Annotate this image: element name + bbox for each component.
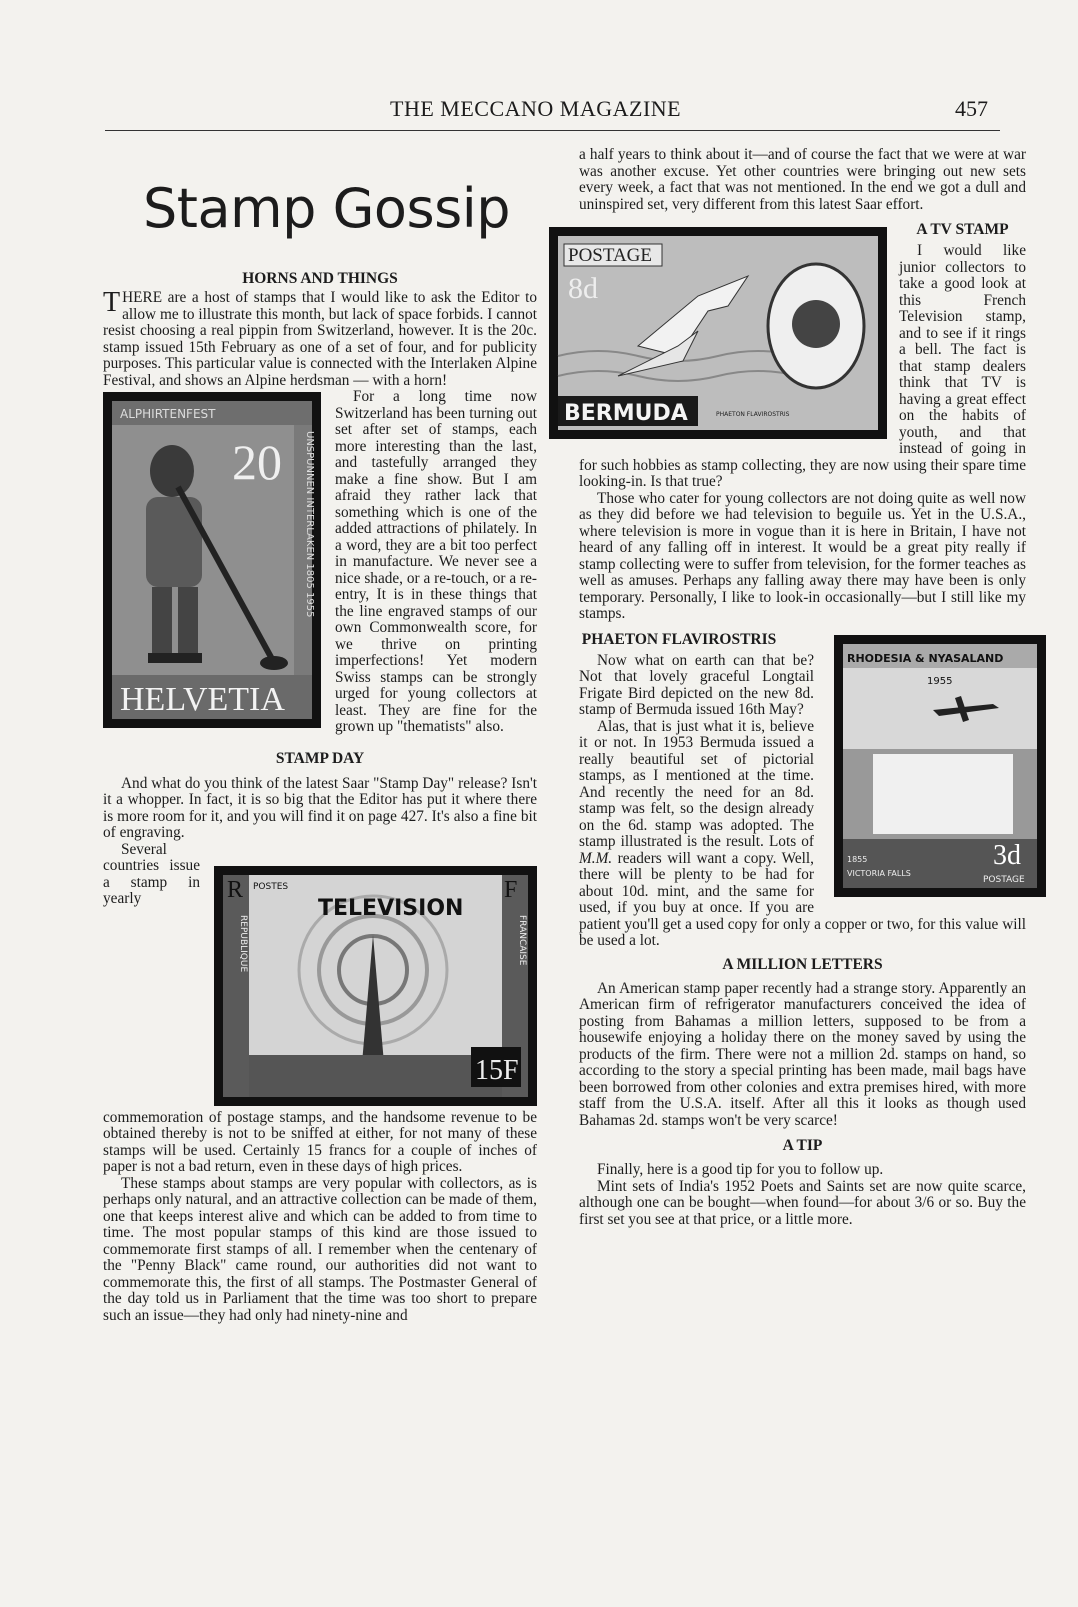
article-title: Stamp Gossip (143, 177, 511, 240)
stamp-year-2: 1855 (847, 854, 868, 864)
bermuda-stamp-image (549, 227, 887, 439)
eiffel-tower-television-illustration (223, 875, 528, 1097)
stamp-value: 20 (232, 434, 282, 490)
tip-paragraph-1: Finally, here is a good tip for you to follow up. (597, 1161, 884, 1178)
tv-paragraph-2: Those who cater for young collectors are not doing quite as well now as they did before we had television to beguile us. Yet in the U.S.A., where television is more in vogue than it is here in Britain, I have not heard of any falling off in interest. It would be a great pity really if stamp collecting were to suffer from television, for the former teaches as well as amuses. Perhaps any falling away there may have been is only temporary. Personally, I like to look-in occasionally—but I still like my stamps. (579, 489, 1026, 622)
victoria-falls-illustration (843, 644, 1037, 888)
left-column (103, 270, 537, 1324)
stamp-left-initial: R (227, 876, 244, 903)
heading-phaeton-flavirostris: PHAETON FLAVIROSTRIS (581, 630, 777, 648)
stamp-caption: VICTORIA FALLS (847, 868, 911, 878)
right-column (564, 146, 1026, 1228)
heading-a-million-letters: A MILLION LETTERS (722, 955, 883, 973)
stamp-right-initial: F (504, 876, 518, 903)
heading-stamp-day: STAMP DAY (275, 749, 365, 767)
stamp-country: BERMUDA (564, 401, 688, 426)
heading-a-tv-stamp: A TV STAMP (916, 221, 1009, 238)
stamp-side-text: UNSPUNNEN INTERLAKEN 1805 1955 (304, 431, 315, 618)
stamp-country: HELVETIA (120, 681, 285, 718)
stamp-day-paragraph-2: Several countries issue a stamp in yearly commemoration of postage stamps, and the handsome revenue to be obtained thereby is not to be sniffed at either, for not many of these stamps will be used. Certainly 15 francs for a couple of inches of paper is not a bad return, even in these days of high prices. (103, 840, 537, 1175)
france-television-stamp-image (214, 866, 537, 1106)
stamp-value: 8d (568, 272, 598, 305)
page-number: 457 (955, 96, 988, 121)
stamp-postage-text: POSTAGE (568, 245, 652, 266)
heading-horns-and-things: HORNS AND THINGS (242, 270, 398, 287)
stamp-top-text: ALPHIRTENFEST (120, 407, 216, 421)
stamp-country: RHODESIA & NYASALAND (847, 651, 1004, 665)
stamp-side-right: FRANCAISE (517, 914, 527, 965)
stamp-day-paragraph-3: These stamps about stamps are very popular with collectors, as is perhaps only natural, and an attractive collection can be made of them, one that keeps interest alive and which can be added to from time to time. The most popular stamps of this kind are those issued to commemorate first stamps of all. I remember when the centenary of the "Penny Black" came round, our authorities did not want to commemorate this, the first of all stamps. The Postmaster General of the day told us in Parliament that the time was too short to prepare such an issue—they had only had ninety-nine and (103, 1174, 537, 1324)
heading-a-tip: A TIP (782, 1137, 823, 1154)
helvetia-stamp-image (103, 392, 321, 728)
phaeton-paragraph-1: Now what on earth can that be? Not that lovely graceful Longtail Frigate Bird depicted on the new 8d. stamp of Bermuda issued 16th May? (579, 651, 814, 718)
million-letters-paragraph: An American stamp paper recently had a strange story. Apparently an American firm of refrigerator manufacturers conceived the idea of posting from Bahamas a million letters, supposed to be from a housewife enjoying a holiday there on the money saved by using the products of the firm. There were not a million 2d. stamps on hand, so according to the story a special printing has been made, mail bags have been borrowed from other colonies and extra premises hired, with more staff from the U.S.A. itself. After all this it looks as though used Bahamas 2d. stamps won't be very scarce! (579, 979, 1026, 1129)
horns-paragraph-2-cont: For a long time now Switzerland has been turning out set after set of stamps, each more interesting than the last, and tastefully arranged they make a fine show. But I am afraid they rather lack that something which is one of the added attractions of philately. In a word, they are a bit too perfect in manufacture. We never see a nice shade, or a re-touch, or a re-entry, It is in these things that the line engraved stamps of our own Commonwealth score, for we thrive on printing imperfections! Yet modern Swiss stamps can be strongly urged for young collectors at least. They are fine for the grown up "thematists" also. (335, 388, 537, 735)
stamp-top-text: POSTES (253, 881, 289, 892)
tip-paragraph-2: Mint sets of India's 1952 Poets and Saints set are now quite scarce, although one can be bought—when found—for about 3/6 or so. Buy the first set you see at that price, or a little more. (579, 1177, 1026, 1228)
page-header (105, 96, 1000, 131)
stamp-year: 1955 (927, 675, 953, 687)
horns-paragraph-1: THERE are a host of stamps that I would like to ask the Editor to allow me to illustrate this month, but lack of space forbids. I cannot resist choosing a real pippin from Switzerland, however. It is the 20c. stamp issued 15th February as one of a set of four, and for publicity purposes. This particular value is connected with the Interlaken Alpine Festival, and shows an Alpine herdsman — with a horn! (103, 287, 537, 389)
longtail-bird-illustration (558, 236, 878, 430)
drop-cap: T (103, 287, 121, 318)
continued-paragraph: a half years to think about it—and of course the fact that we were at war was another excuse. Yet other countries were bringing out new sets every week, a fact that was not mentioned. In the end we got a dull and uninspired set, very different from this latest Saar effort. (579, 146, 1026, 213)
stamp-postage-text: POSTAGE (983, 874, 1025, 885)
magazine-title: THE MECCANO MAGAZINE (390, 96, 682, 121)
stamp-value: 15F (475, 1054, 519, 1086)
rhodesia-stamp-image (834, 635, 1046, 897)
tv-paragraph-1: I would like junior collectors to take a good look at this French Television stamp, and to see if it rings a bell. The fact is that stamp dealers think that TV is having a great effect on the habits of youth, and that instead of going in for such hobbies as stamp collecting, they are now using their spare time looking-in. Is that true? (579, 242, 1026, 490)
alpine-herdsman-illustration (112, 401, 315, 719)
stamp-day-paragraph-1: And what do you think of the latest Saar "Stamp Day" release? Isn't it a whopper. In fact, it is so big that the Editor has put it where there is more room for it, and you will find it on page 427. It's also a fine bit of engraving. (103, 774, 537, 841)
stamp-value: 3d (993, 839, 1021, 871)
phaeton-paragraph-2: Alas, that is just what it is, believe it or not. In 1953 Bermuda issued a really beautiful set of pictorial stamps, as I mentioned at the time. And recently the need for an 8d. stamp was felt, so the design already on the 6d. stamp was adopted. The stamp illustrated is the result. Lots of M.M. readers will want a copy. Well, there will be plenty to be had for about 10d. mint, and the same for used, if you buy at once. If you are patient you'll get a used copy for only a copper or two, for this value will be used a lot. (579, 717, 1026, 949)
stamp-caption: PHAETON FLAVIROSTRIS (716, 411, 790, 418)
stamp-side-left: REPUBLIQUE (238, 914, 248, 972)
stamp-arc-text: TELEVISION (318, 895, 464, 921)
